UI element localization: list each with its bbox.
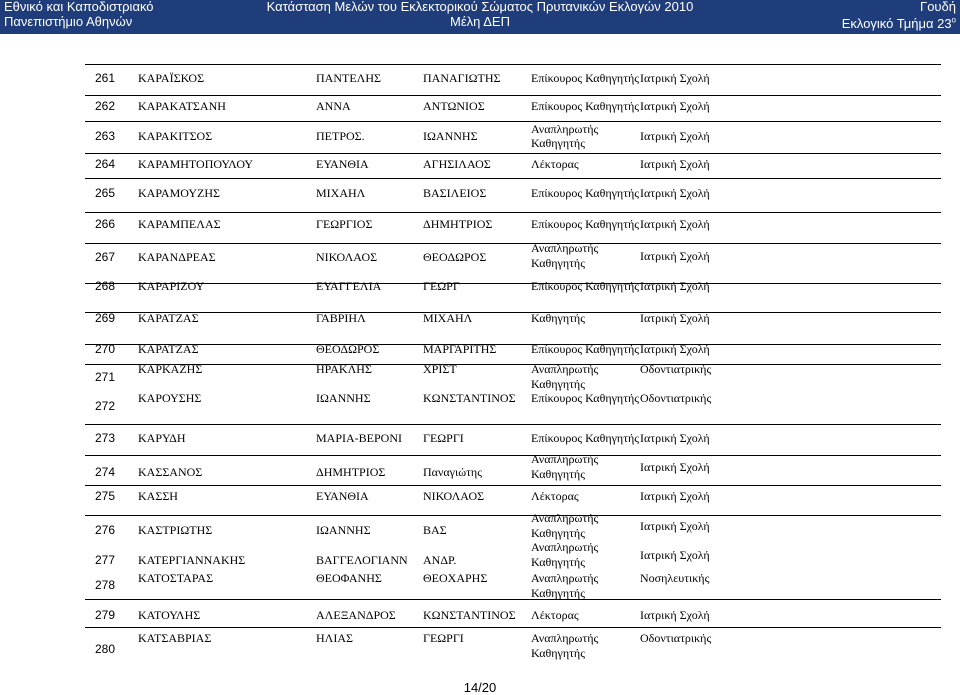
last-name: ΚΑΤΟΥΛΗΣ	[138, 608, 201, 622]
first-name: ΔΗΜΗΤΡΙΟΣ	[316, 465, 386, 479]
last-name: ΚΑΡΑΡΙΖΟΥ	[138, 279, 205, 293]
rank: Επίκουρος Καθηγητής	[531, 71, 640, 85]
electoral-section	[842, 17, 956, 31]
school: Ιατρική Σχολή	[640, 489, 710, 503]
rank: Επίκουρος Καθηγητής	[531, 279, 640, 293]
first-name: ΕΥΑΝΘΙΑ	[316, 157, 369, 171]
rank: Αναπληρωτής	[531, 511, 599, 525]
row-number: 275	[95, 489, 116, 503]
rank: Αναπληρωτής	[531, 540, 599, 554]
last-name: ΚΑΤΟΣΤΑΡΑΣ	[138, 571, 214, 585]
first-name: ΠΑΝΤΕΛΗΣ	[316, 71, 382, 85]
school: Ιατρική Σχολή	[640, 217, 710, 231]
first-name: ΓΑΒΡΙΗΛ	[316, 311, 366, 325]
father-name: ΘΕΟΔΩΡΟΣ	[423, 250, 487, 264]
rank: Αναπληρωτής	[531, 452, 599, 466]
row-divider	[85, 312, 941, 313]
first-name: ΝΙΚΟΛΑΟΣ	[316, 250, 378, 264]
father-name: ΔΗΜΗΤΡΙΟΣ	[423, 217, 493, 231]
first-name: ΒΑΓΓΕΛΟΓΙΑΝΝ	[316, 553, 408, 567]
first-name: ΠΕΤΡΟΣ.	[316, 129, 365, 143]
last-name: ΚΑΡΑΚΙΤΣΟΣ	[138, 129, 213, 143]
row-divider	[85, 344, 941, 345]
father-name: ΒΑΣ	[423, 523, 447, 537]
rank: Αναπληρωτής	[531, 571, 599, 585]
school: Ιατρική Σχολή	[640, 99, 710, 113]
first-name: ΕΥΑΓΓΕΛΙΑ	[316, 279, 382, 293]
rank: Λέκτορας	[531, 608, 579, 622]
father-name: ΧΡΙΣΤ	[423, 362, 457, 376]
first-name: ΜΑΡΙΑ-ΒΕΡΟΝΙ	[316, 431, 403, 445]
last-name: ΚΑΣΣΑΝΟΣ	[138, 465, 203, 479]
school: Οδοντιατρικής	[640, 631, 712, 645]
first-name: ΜΙΧΑΗΛ	[316, 186, 366, 200]
school: Ιατρική Σχολή	[640, 186, 710, 200]
father-name: ΓΕΩΡΓΙ	[423, 431, 464, 445]
rank: Αναπληρωτής	[531, 362, 599, 376]
school: Ιατρική Σχολή	[640, 249, 710, 263]
university-name-line1: Εθνικό και Καποδιστριακό	[4, 0, 154, 14]
school: Ιατρική Σχολή	[640, 157, 710, 171]
last-name: ΚΑΡΑΜΟΥΖΗΣ	[138, 186, 220, 200]
row-divider	[85, 455, 941, 456]
rank-line2: Καθηγητής	[531, 526, 585, 540]
row-number: 264	[95, 157, 116, 171]
row-divider	[85, 364, 941, 365]
first-name: ΗΡΑΚΛΗΣ	[316, 362, 372, 376]
first-name: ΘΕΟΦΑΝΗΣ	[316, 571, 382, 585]
university-name-line2: Πανεπιστήμιο Αθηνών	[4, 14, 133, 29]
row-divider	[85, 283, 941, 284]
row-divider	[85, 243, 941, 244]
rank-line2: Καθηγητής	[531, 586, 585, 600]
school: Ιατρική Σχολή	[640, 129, 710, 143]
rank: Λέκτορας	[531, 489, 579, 503]
document-subtitle: Μέλη ΔΕΠ	[450, 14, 510, 29]
rank-line2: Καθηγητής	[531, 467, 585, 481]
school: Ιατρική Σχολή	[640, 548, 710, 562]
school: Ιατρική Σχολή	[640, 342, 710, 356]
father-name: ΒΑΣΙΛΕΙΟΣ	[423, 186, 487, 200]
father-name: ΚΩΝΣΤΑΝΤΙΝΟΣ	[423, 608, 516, 622]
rank: Καθηγητής	[531, 311, 585, 325]
school: Ιατρική Σχολή	[640, 460, 710, 474]
rank: Επίκουρος Καθηγητής	[531, 342, 640, 356]
rank: Επίκουρος Καθηγητής	[531, 99, 640, 113]
father-name: ΘΕΟΧΑΡΗΣ	[423, 571, 488, 585]
last-name: ΚΑΣΣΗ	[138, 489, 178, 503]
father-name: ΝΙΚΟΛΑΟΣ	[423, 489, 485, 503]
electoral-section-label: Εκλογικό Τμήμα 23	[841, 16, 952, 31]
father-name: ΓΕΩΡΓΙ	[423, 631, 464, 645]
rank: Επίκουρος Καθηγητής	[531, 391, 640, 405]
row-number: 262	[95, 99, 116, 113]
first-name: ΑΛΕΞΑΝΔΡΟΣ	[316, 608, 396, 622]
last-name: ΚΑΡΑΜΗΤΟΠΟΥΛΟΥ	[138, 157, 254, 171]
first-name: ΙΩΑΝΝΗΣ	[316, 391, 371, 405]
rank-line2: Καθηγητής	[531, 256, 585, 270]
rank: Επίκουρος Καθηγητής	[531, 431, 640, 445]
row-divider	[85, 515, 941, 516]
father-name: ΙΩΑΝΝΗΣ	[423, 129, 478, 143]
last-name: ΚΑΡΑΤΖΑΣ	[138, 311, 199, 325]
page-number: 14/20	[463, 680, 497, 695]
row-number: 268	[95, 279, 116, 293]
rank: Αναπληρωτής	[531, 122, 599, 136]
first-name: ΘΕΟΔΩΡΟΣ	[316, 342, 380, 356]
row-number: 266	[95, 217, 116, 231]
father-name: ΑΝΔΡ.	[423, 553, 457, 567]
father-name: ΚΩΝΣΤΑΝΤΙΝΟΣ	[423, 391, 516, 405]
rank-line2: Καθηγητής	[531, 646, 585, 660]
row-divider	[85, 178, 941, 179]
row-divider	[85, 212, 941, 213]
school: Ιατρική Σχολή	[640, 279, 710, 293]
school: Νοσηλευτικής	[640, 571, 710, 585]
last-name: ΚΑΡΑΜΠΕΛΑΣ	[138, 217, 221, 231]
father-name: ΠΑΝΑΓΙΩΤΗΣ	[423, 71, 501, 85]
last-name: ΚΑΡΑΝΔΡΕΑΣ	[138, 250, 216, 264]
row-divider	[85, 64, 941, 65]
rank: Λέκτορας	[531, 157, 579, 171]
last-name: ΚΑΡΑΪΣΚΟΣ	[138, 71, 205, 85]
rank-line2: Καθηγητής	[531, 555, 585, 569]
row-divider	[85, 153, 941, 154]
row-number: 270	[95, 342, 116, 356]
row-number: 261	[95, 71, 116, 85]
rank-line2: Καθηγητής	[531, 136, 585, 150]
father-name: ΜΑΡΓΑΡΙΤΗΣ	[423, 342, 497, 356]
rank: Επίκουρος Καθηγητής	[531, 186, 640, 200]
rank: Επίκουρος Καθηγητής	[531, 217, 640, 231]
row-divider	[85, 627, 941, 628]
father-name: ΑΝΤΩΝΙΟΣ	[423, 99, 485, 113]
row-number: 267	[95, 250, 116, 264]
row-divider	[85, 95, 941, 96]
row-number: 272	[95, 399, 116, 413]
first-name: ΗΛΙΑΣ	[316, 631, 354, 645]
row-divider	[85, 599, 941, 600]
first-name: ΑΝΝΑ	[316, 99, 351, 113]
row-number: 278	[95, 578, 116, 592]
father-name: ΜΙΧΑΗΛ	[423, 311, 473, 325]
electoral-section-ordinal: ο	[951, 15, 956, 25]
row-number: 276	[95, 523, 116, 537]
last-name: ΚΑΡΟΥΣΗΣ	[138, 391, 202, 405]
row-number: 274	[95, 465, 116, 479]
last-name: ΚΑΡΥΔΗ	[138, 431, 186, 445]
last-name: ΚΑΣΤΡΙΩΤΗΣ	[138, 523, 213, 537]
school: Ιατρική Σχολή	[640, 71, 710, 85]
last-name: ΚΑΡΚΑΖΗΣ	[138, 362, 203, 376]
row-number: 263	[95, 129, 116, 143]
row-number: 273	[95, 431, 116, 445]
last-name: ΚΑΡΑΚΑΤΣΑΝΗ	[138, 99, 226, 113]
document-title: Κατάσταση Μελών του Εκλεκτορικού Σώματος Πρυτανικών Εκλογών 2010	[266, 0, 694, 14]
father-name: ΓΕΩΡΓ	[423, 279, 460, 293]
row-number: 265	[95, 186, 116, 200]
location-name: Γουδή	[920, 0, 956, 14]
row-number: 269	[95, 311, 116, 325]
row-divider	[85, 424, 941, 425]
rank-line2: Καθηγητής	[531, 377, 585, 391]
father-name: ΑΓΗΣΙΛΑΟΣ	[423, 157, 491, 171]
father-name: Παναγιώτης	[423, 465, 482, 479]
rank: Αναπληρωτής	[531, 241, 599, 255]
school: Οδοντιατρικής	[640, 391, 712, 405]
school: Ιατρική Σχολή	[640, 519, 710, 533]
school: Ιατρική Σχολή	[640, 311, 710, 325]
row-number: 271	[95, 370, 116, 384]
row-number: 277	[95, 553, 116, 567]
school: Ιατρική Σχολή	[640, 608, 710, 622]
row-number: 280	[95, 642, 116, 656]
page-header	[0, 0, 960, 34]
last-name: ΚΑΤΕΡΓΙΑΝΝΑΚΗΣ	[138, 553, 246, 567]
rank: Αναπληρωτής	[531, 631, 599, 645]
school: Οδοντιατρικής	[640, 362, 712, 376]
first-name: ΙΩΑΝΝΗΣ	[316, 523, 371, 537]
row-divider	[85, 485, 941, 486]
first-name: ΕΥΑΝΘΙΑ	[316, 489, 369, 503]
last-name: ΚΑΤΣΑΒΡΙΑΣ	[138, 631, 212, 645]
school: Ιατρική Σχολή	[640, 431, 710, 445]
last-name: ΚΑΡΑΤΖΑΣ	[138, 342, 199, 356]
row-divider	[85, 121, 941, 122]
row-number: 279	[95, 608, 116, 622]
first-name: ΓΕΩΡΓΙΟΣ	[316, 217, 373, 231]
